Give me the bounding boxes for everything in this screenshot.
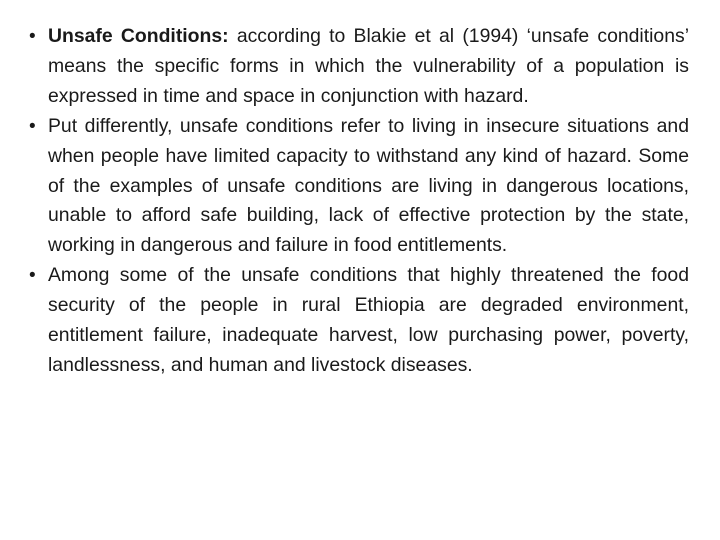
bullet-text: Among some of the unsafe conditions that highly threatened the food security of the people in rural Ethiopia are degraded environment, entitlement failure, inadequate harvest, low purchasing power, poverty, landlessness, and human and livestock diseases.: [48, 264, 689, 376]
bullet-item-put-differently: [0, 112, 720, 262]
bullet-bold-lead: Unsafe Conditions:: [48, 25, 229, 47]
bullet-marker: •: [29, 115, 36, 137]
bullet-marker: •: [29, 26, 36, 47]
bullet-list: [0, 22, 720, 381]
bullet-item-unsafe-conditions: [0, 22, 720, 112]
bullet-marker: •: [29, 265, 36, 287]
bullet-item-ethiopia-examples: [0, 261, 720, 381]
bullet-text: according to Blakie et al (1994) ‘unsafe conditions’ means the specific forms in which the vulnerability of a population is expressed in time and space in conjunction with hazard.: [48, 25, 689, 107]
bullet-text: Put differently, unsafe conditions refer to living in insecure situations and when people have limited capacity to withstand any kind of hazard. Some of the examples of unsafe conditions are living in dangerous locations, unable to afford safe building, lack of effective protection by the state, working in dangerous and failure in food entitlements.: [48, 114, 689, 257]
